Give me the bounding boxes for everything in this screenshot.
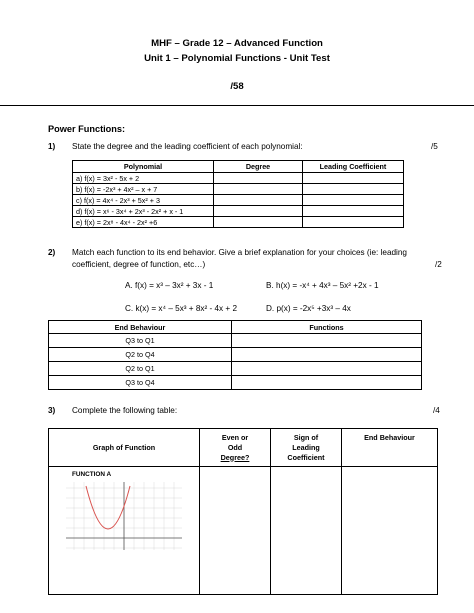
- q1-degree-c[interactable]: [214, 195, 303, 206]
- q1-poly-e: e) f(x) = 2x⁸ - 4x⁴ - 2x² +6: [73, 217, 214, 228]
- q3-header-sign-l2: Leading: [292, 442, 320, 452]
- q1-table: [72, 160, 404, 228]
- q3-header-even-odd-l2: Odd: [227, 442, 243, 452]
- q2-header-functions: Functions: [232, 321, 422, 334]
- q3-even-odd-answer[interactable]: [200, 467, 271, 595]
- table-row: [49, 334, 422, 348]
- table-row: [73, 206, 404, 217]
- q3-header-end: End Behaviour: [342, 429, 438, 467]
- function-a-curve: [86, 486, 130, 529]
- section-title: Power Functions:: [48, 124, 126, 134]
- q1-marks: /5: [431, 142, 438, 151]
- q1-header-polynomial: Polynomial: [73, 161, 214, 173]
- q3-header-sign: [271, 429, 342, 467]
- q1-poly-c: c) f(x) = 4x⁴ - 2x³ + 5x² + 3: [73, 195, 214, 206]
- q2-number: 2): [48, 248, 56, 257]
- q2-function-b: B. h(x) = -x⁴ + 4x³ – 5x² +2x - 1: [266, 281, 379, 290]
- q1-degree-a[interactable]: [214, 173, 303, 184]
- doc-title: MHF – Grade 12 – Advanced Function: [151, 38, 323, 49]
- q1-poly-a: a) f(x) = 3x² - 5x + 2: [73, 173, 214, 184]
- q2-answer-3[interactable]: [232, 362, 422, 376]
- q1-text: State the degree and the leading coefficient of each polynomial:: [72, 142, 303, 151]
- q1-leading-d[interactable]: [303, 206, 404, 217]
- q3-sign-answer[interactable]: [271, 467, 342, 595]
- q3-header-even-odd-l3: Degree?: [220, 452, 250, 462]
- q2-function-a: A. f(x) = x³ – 3x² + 3x - 1: [125, 281, 214, 290]
- q3-header-sign-l3: Coefficient: [287, 452, 325, 462]
- table-row: [49, 376, 422, 390]
- table-row: [73, 195, 404, 206]
- q1-leading-a[interactable]: [303, 173, 404, 184]
- q1-header-leading: Leading Coefficient: [303, 161, 404, 173]
- table-row: [49, 362, 422, 376]
- q1-header-degree: Degree: [214, 161, 303, 173]
- q3-graph-label: FUNCTION A: [72, 471, 112, 478]
- q1-leading-e[interactable]: [303, 217, 404, 228]
- q3-header-graph: Graph of Function: [49, 429, 200, 467]
- q1-poly-d: d) f(x) = x⁶ - 3x⁴ + 2x³ - 2x² + x - 1: [73, 206, 214, 217]
- q1-poly-b: b) f(x) = -2x³ + 4x² – x + 7: [73, 184, 214, 195]
- q1-leading-b[interactable]: [303, 184, 404, 195]
- q2-answer-4[interactable]: [232, 376, 422, 390]
- total-score: /58: [230, 81, 244, 92]
- table-row: [73, 184, 404, 195]
- q2-behaviour-3: Q2 to Q1: [49, 362, 232, 376]
- q3-number: 3): [48, 406, 56, 415]
- header-divider: [0, 105, 474, 106]
- q1-number: 1): [48, 142, 56, 151]
- q3-end-answer[interactable]: [342, 467, 438, 595]
- q2-behaviour-4: Q3 to Q4: [49, 376, 232, 390]
- table-row: [49, 348, 422, 362]
- q3-marks: /4: [433, 406, 440, 415]
- q3-header-even-odd-l1: Even or: [221, 432, 249, 442]
- q1-degree-d[interactable]: [214, 206, 303, 217]
- q3-header-even-odd: [200, 429, 271, 467]
- q2-text-line1: Match each function to its end behavior. Give a brief explanation for your choices (ie: leading: [72, 248, 407, 257]
- q2-function-d: D. p(x) = -2x⁵ +3x³ – 4x: [266, 304, 351, 313]
- q2-text-line2: coefficient, degree of function, etc…): [72, 260, 206, 269]
- table-row: [73, 173, 404, 184]
- q2-header-end-behaviour: End Behaviour: [49, 321, 232, 334]
- q3-header-sign-l1: Sign of: [293, 432, 319, 442]
- q3-text: Complete the following table:: [72, 406, 178, 415]
- q2-function-c: C. k(x) = x⁴ – 5x³ + 8x² - 4x + 2: [125, 304, 238, 313]
- q3-table: [48, 428, 438, 595]
- q2-marks: /2: [435, 260, 442, 269]
- q1-degree-e[interactable]: [214, 217, 303, 228]
- table-row: [49, 467, 438, 595]
- q2-behaviour-1: Q3 to Q1: [49, 334, 232, 348]
- q3-graph-cell: [49, 467, 200, 595]
- q2-table: [48, 320, 422, 390]
- function-a-graph: [64, 480, 184, 552]
- q2-answer-2[interactable]: [232, 348, 422, 362]
- doc-subtitle: Unit 1 – Polynomial Functions - Unit Test: [144, 53, 330, 64]
- q2-behaviour-2: Q2 to Q4: [49, 348, 232, 362]
- table-row: [73, 217, 404, 228]
- q2-answer-1[interactable]: [232, 334, 422, 348]
- q1-leading-c[interactable]: [303, 195, 404, 206]
- q1-degree-b[interactable]: [214, 184, 303, 195]
